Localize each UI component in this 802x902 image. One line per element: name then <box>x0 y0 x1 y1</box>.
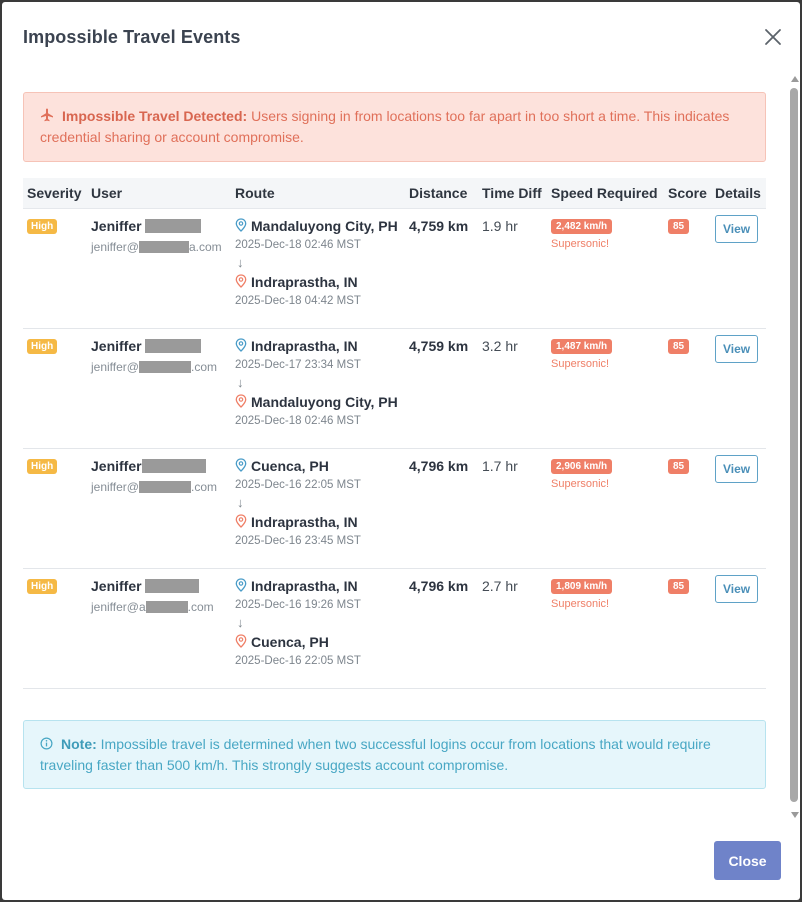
events-table <box>23 178 766 689</box>
header-score: Score <box>664 178 711 208</box>
route-from: Cuenca, PH <box>235 457 401 475</box>
route-to-time: 2025-Dec-16 23:45 MST <box>235 534 361 547</box>
note-text: Impossible travel is determined when two successful logins occur from locations that would require traveling faster than 500 km/h. This strongly suggests account compromise. <box>40 736 711 773</box>
distance-value: 4,759 km <box>409 337 469 354</box>
speed-badge: 2,906 km/h <box>551 459 612 474</box>
speed-note: Supersonic! <box>551 477 610 490</box>
arrow-down-icon: ↓ <box>237 374 244 390</box>
user-name: Jeniffer <box>91 457 227 475</box>
speed-note: Supersonic! <box>551 237 610 250</box>
map-pin-icon <box>235 514 247 528</box>
distance-value: 4,796 km <box>409 577 469 594</box>
map-pin-icon <box>235 338 247 352</box>
redacted-block <box>139 241 189 253</box>
table-row <box>23 208 766 328</box>
route-to: Cuenca, PH <box>235 633 401 651</box>
map-pin-icon <box>235 634 247 648</box>
user-name: Jeniffer <box>91 337 227 355</box>
time-diff-value: 1.7 hr <box>482 457 518 474</box>
severity-badge: High <box>27 579 57 594</box>
map-pin-icon <box>235 458 247 472</box>
redacted-block <box>145 579 199 593</box>
header-speed: Speed Required <box>547 178 664 208</box>
redacted-block <box>145 219 201 233</box>
alert-heading: Impossible Travel Detected: <box>62 108 248 124</box>
airplane-icon <box>40 108 54 122</box>
note-heading: Note: <box>61 736 97 752</box>
route-to: Indraprastha, IN <box>235 513 401 531</box>
severity-badge: High <box>27 459 57 474</box>
time-diff-value: 2.7 hr <box>482 577 518 594</box>
time-diff-value: 3.2 hr <box>482 337 518 354</box>
route-to-time: 2025-Dec-18 02:46 MST <box>235 414 361 427</box>
route-from: Indraprastha, IN <box>235 337 401 355</box>
scroll-thumb[interactable] <box>790 88 798 802</box>
modal-title: Impossible Travel Events <box>23 27 241 47</box>
info-circle-icon <box>40 737 53 750</box>
user-email: jeniffer@ .com <box>91 359 217 374</box>
speed-badge: 2,482 km/h <box>551 219 612 234</box>
header-distance: Distance <box>405 178 478 208</box>
modal-scrollbar[interactable] <box>788 74 800 822</box>
score-badge: 85 <box>668 339 689 354</box>
speed-note: Supersonic! <box>551 357 610 370</box>
user-name: Jeniffer <box>91 577 227 595</box>
view-button[interactable]: View <box>715 335 758 363</box>
score-badge: 85 <box>668 579 689 594</box>
arrow-down-icon: ↓ <box>237 494 244 510</box>
table-row <box>23 448 766 568</box>
route-to-time: 2025-Dec-18 04:42 MST <box>235 294 361 307</box>
header-route: Route <box>231 178 405 208</box>
table-row <box>23 568 766 688</box>
speed-badge: 1,809 km/h <box>551 579 612 594</box>
header-time-diff: Time Diff <box>478 178 547 208</box>
view-button[interactable]: View <box>715 455 758 483</box>
route-from-time: 2025-Dec-16 19:26 MST <box>235 598 361 611</box>
distance-value: 4,796 km <box>409 457 469 474</box>
modal-body <box>2 76 787 824</box>
arrow-down-icon: ↓ <box>237 254 244 270</box>
severity-badge: High <box>27 339 57 354</box>
map-pin-icon <box>235 218 247 232</box>
route-from-time: 2025-Dec-17 23:34 MST <box>235 358 361 371</box>
redacted-block <box>139 481 191 493</box>
header-details: Details <box>711 178 766 208</box>
time-diff-value: 1.9 hr <box>482 217 518 234</box>
route-to: Indraprastha, IN <box>235 273 401 291</box>
speed-badge: 1,487 km/h <box>551 339 612 354</box>
route-to: Mandaluyong City, PH <box>235 393 401 411</box>
severity-badge: High <box>27 219 57 234</box>
score-badge: 85 <box>668 459 689 474</box>
redacted-block <box>142 459 206 473</box>
route-from: Indraprastha, IN <box>235 577 401 595</box>
view-button[interactable]: View <box>715 575 758 603</box>
impossible-travel-modal <box>2 2 800 900</box>
map-pin-icon <box>235 394 247 408</box>
table-header-row <box>23 178 766 208</box>
route-from: Mandaluyong City, PH <box>235 217 401 235</box>
route-to-time: 2025-Dec-16 22:05 MST <box>235 654 361 667</box>
map-pin-icon <box>235 578 247 592</box>
close-button[interactable]: Close <box>714 841 781 880</box>
score-badge: 85 <box>668 219 689 234</box>
header-user: User <box>87 178 231 208</box>
table-row <box>23 328 766 448</box>
redacted-block <box>139 361 191 373</box>
header-severity: Severity <box>23 178 87 208</box>
redacted-block <box>146 601 188 613</box>
map-pin-icon <box>235 274 247 288</box>
route-from-time: 2025-Dec-16 22:05 MST <box>235 478 361 491</box>
modal-header <box>2 2 800 76</box>
scroll-down-icon[interactable] <box>791 812 799 818</box>
speed-note: Supersonic! <box>551 597 610 610</box>
user-email: jeniffer@a .com <box>91 599 214 614</box>
scroll-up-icon[interactable] <box>791 76 799 82</box>
alert-text: Users signing in from locations too far apart in too short a time. This indicates credential sharing or account compromise. <box>40 108 730 145</box>
distance-value: 4,759 km <box>409 217 469 234</box>
user-email: jeniffer@ .com <box>91 479 217 494</box>
impossible-travel-alert <box>23 92 766 162</box>
redacted-block <box>145 339 201 353</box>
close-icon[interactable] <box>762 26 784 48</box>
arrow-down-icon: ↓ <box>237 614 244 630</box>
route-from-time: 2025-Dec-18 02:46 MST <box>235 238 361 251</box>
user-name: Jeniffer <box>91 217 227 235</box>
note-alert <box>23 720 766 789</box>
view-button[interactable]: View <box>715 215 758 243</box>
user-email: jeniffer@ a.com <box>91 239 222 254</box>
